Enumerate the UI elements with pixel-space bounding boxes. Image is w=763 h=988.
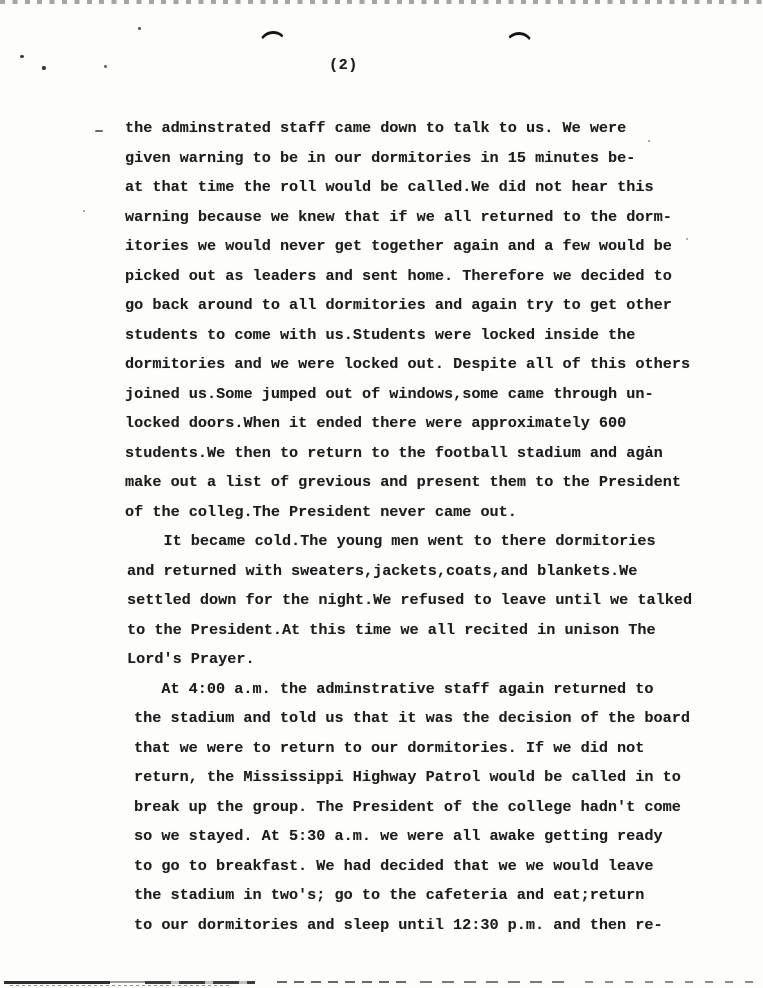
text-line: the adminstrated staff came down to talk to us. We were	[125, 119, 627, 137]
ink-speck	[20, 55, 24, 58]
ink-speck	[138, 27, 141, 30]
paragraph	[134, 675, 763, 941]
ink-speck	[686, 238, 688, 240]
text-line: return, the Mississippi Highway Patrol would be called in to	[134, 768, 681, 786]
text-line: to the President.At this time we all recited in unison The	[127, 620, 656, 639]
text-line: and returned with sweaters,jackets,coats,and blankets.We	[127, 561, 638, 580]
scan-line-segment	[110, 981, 145, 983]
scan-line-segment	[10, 985, 230, 987]
text-line: make out a list of grevious and present them to the President	[125, 473, 681, 491]
scan-line-segment	[145, 981, 255, 984]
text-line: settled down for the night.We refused to leave until we talked	[127, 591, 693, 609]
paragraph	[125, 114, 763, 527]
text-line: go back around to all dormitories and again try to get other	[125, 296, 672, 314]
text-line: joined us.Some jumped out of windows,some came through un-	[125, 384, 654, 403]
text-line: picked out as leaders and sent home. Therefore we decided to	[125, 266, 672, 285]
scan-line-segment	[585, 981, 763, 983]
ink-speck	[42, 66, 46, 70]
text-line: at that time the roll would be called.We did not hear this	[125, 178, 654, 196]
ink-speck	[83, 210, 85, 212]
ink-speck	[648, 140, 650, 142]
ink-speck	[95, 130, 103, 132]
perforation-dots	[0, 0, 763, 4]
text-line: break up the group. The President of the college hadn't come	[134, 797, 681, 816]
text-line: It became cold.The young men went to there dormitories	[127, 532, 656, 550]
text-line: of the colleg.The President never came out.	[125, 502, 517, 521]
text-line: that we were to return to our dormitories. If we did not	[134, 738, 645, 757]
scan-line-segment	[277, 981, 407, 983]
text-line: itories we would never get together again and a few would be	[125, 237, 672, 255]
binder-arc-left	[257, 30, 287, 47]
paragraph	[127, 527, 763, 675]
text-line: the stadium in two's; go to the cafeteria and eat;return	[134, 886, 645, 904]
text-line: to our dormitories and sleep until 12:30 p.m. and then re-	[134, 915, 663, 934]
text-line: so we stayed. At 5:30 a.m. we were all awake getting ready	[134, 827, 663, 845]
scan-line-segment	[420, 981, 570, 983]
text-line: given warning to be in our dormitories in 15 minutes be-	[125, 148, 636, 167]
typewritten-text	[0, 114, 763, 940]
ink-speck	[104, 65, 107, 68]
text-line: students to come with us.Students were locked inside the	[125, 325, 636, 344]
text-line: At 4:00 a.m. the adminstrative staff again returned to	[134, 679, 654, 698]
text-line: the stadium and told us that it was the decision of the board	[134, 709, 690, 727]
text-line: locked doors.When it ended there were approximately 600	[125, 414, 627, 432]
page-number: (2)	[329, 56, 358, 74]
text-line: Lord's Prayer.	[127, 650, 255, 668]
scan-line-segment	[4, 981, 110, 984]
text-line: students.We then to return to the football stadium and agȧn	[125, 443, 663, 462]
text-line: warning because we knew that if we all returned to the dorm-	[125, 207, 672, 226]
text-line: to go to breakfast. We had decided that we we would leave	[134, 856, 654, 875]
text-line: dormitories and we were locked out. Despite all of this others	[125, 355, 691, 373]
binder-arc-right	[505, 31, 535, 48]
